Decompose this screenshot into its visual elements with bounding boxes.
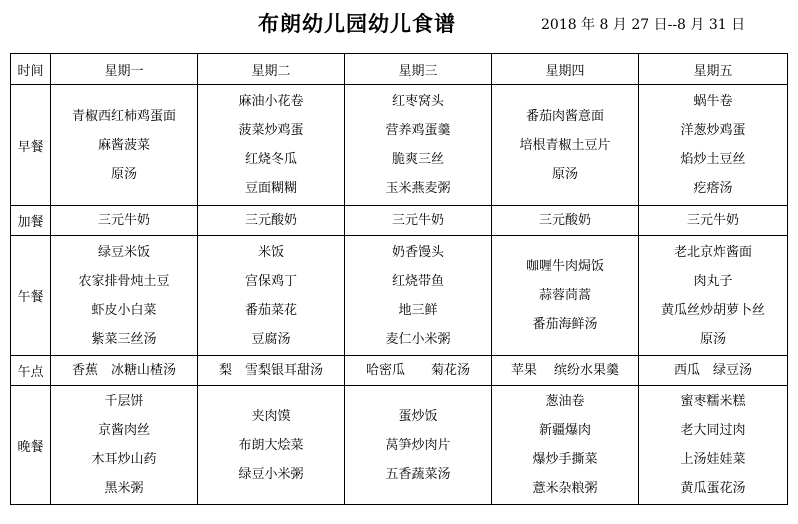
dish-item: 红枣窝头 [391, 94, 444, 109]
menu-cell [639, 85, 788, 206]
dish-item: 脆爽三丝 [391, 152, 444, 167]
dish-list [492, 85, 638, 205]
dish-item: 西瓜 绿豆汤 [673, 363, 752, 378]
menu-cell [198, 236, 345, 356]
menu-cell [492, 236, 639, 356]
dish-item: 番茄海鲜汤 [532, 317, 598, 332]
menu-cell [198, 356, 345, 386]
menu-cell [492, 356, 639, 386]
day-header: 星期一 [51, 54, 198, 85]
dish-item: 培根青椒土豆片 [519, 137, 611, 153]
dish-item: 营养鸡蛋羹 [385, 123, 451, 138]
dish-list [51, 356, 197, 385]
dish-item: 番茄肉酱意面 [525, 108, 604, 124]
dish-item: 葱油卷 [545, 394, 585, 409]
dish-item: 三元牛奶 [686, 213, 739, 228]
menu-cell [345, 356, 492, 386]
dish-item: 新疆爆肉 [538, 423, 591, 438]
dish-list [345, 386, 491, 504]
dish-item: 虾皮小白菜 [91, 302, 157, 318]
dish-item: 原汤 [551, 166, 578, 182]
meal-row [11, 356, 788, 386]
dish-list [345, 356, 491, 385]
dish-item: 黄瓜丝炒胡萝卜丝 [660, 302, 765, 318]
menu-cell [492, 386, 639, 505]
dish-item: 肉丸子 [693, 273, 733, 289]
dish-list [345, 236, 491, 355]
dish-list [51, 85, 197, 205]
dish-list [345, 206, 491, 235]
dish-item: 奶香馒头 [391, 244, 444, 260]
dish-item: 地三鲜 [398, 302, 438, 318]
dish-list [639, 386, 787, 504]
dish-item: 咖喱牛肉焗饭 [525, 259, 604, 274]
menu-cell [198, 206, 345, 236]
dish-item: 三元牛奶 [391, 213, 444, 228]
dish-list [198, 206, 344, 235]
dish-list [198, 85, 344, 205]
day-header: 星期五 [639, 54, 788, 85]
dish-list [51, 386, 197, 504]
page-title: 布朗幼儿园幼儿食谱 [258, 11, 456, 36]
dish-item: 莴笋炒肉片 [385, 437, 451, 453]
menu-cell [639, 356, 788, 386]
dish-item: 木耳炒山药 [91, 452, 157, 467]
dish-item: 老大同过肉 [680, 423, 746, 438]
menu-cell [51, 85, 198, 206]
dish-item: 番茄菜花 [244, 302, 297, 318]
dish-item: 黑米粥 [104, 481, 144, 496]
dish-item: 薏米杂粮粥 [532, 481, 598, 496]
dish-item: 哈密瓜 菊花汤 [365, 363, 470, 378]
menu-cell [51, 236, 198, 356]
dish-item: 三元酸奶 [538, 213, 591, 228]
menu-cell [492, 206, 639, 236]
dish-list [492, 206, 638, 235]
dish-item: 玉米燕麦粥 [385, 181, 451, 196]
dish-item: 豆腐汤 [251, 331, 291, 347]
dish-list [51, 206, 197, 235]
dish-item: 上汤娃娃菜 [680, 452, 746, 467]
dish-list [198, 236, 344, 355]
dish-item: 爆炒手撕菜 [532, 452, 598, 467]
dish-item: 紫菜三丝汤 [91, 331, 157, 347]
menu-cell [51, 386, 198, 505]
dish-item: 京酱肉丝 [97, 423, 150, 438]
dish-item: 米饭 [257, 244, 284, 260]
dish-item: 香蕉 冰糖山楂汤 [71, 363, 176, 378]
day-header: 星期四 [492, 54, 639, 85]
dish-item: 绿豆小米粥 [238, 466, 304, 482]
meal-row [11, 236, 788, 356]
menu-cell [639, 236, 788, 356]
dish-item: 夹肉馍 [251, 408, 291, 424]
day-header: 星期二 [198, 54, 345, 85]
dish-list [639, 85, 787, 205]
dish-list [198, 356, 344, 385]
dish-item: 五香蔬菜汤 [385, 466, 451, 482]
meal-label: 午餐 [11, 236, 51, 356]
dish-list [345, 85, 491, 205]
dish-item: 疙瘩汤 [693, 181, 733, 196]
dish-item: 菠菜炒鸡蛋 [238, 123, 304, 138]
dish-item: 蛋炒饭 [398, 408, 438, 424]
dish-item: 布朗大烩菜 [238, 437, 304, 453]
dish-item: 苹果 缤纷水果羹 [510, 363, 620, 378]
dish-item: 宫保鸡丁 [244, 273, 297, 289]
menu-cell [51, 356, 198, 386]
menu-cell [51, 206, 198, 236]
corner-header: 时间 [11, 54, 51, 85]
meal-label: 晚餐 [11, 386, 51, 505]
menu-cell [345, 386, 492, 505]
dish-list [639, 206, 787, 235]
dish-item: 绿豆米饭 [97, 244, 150, 260]
dish-item: 梨 雪梨银耳甜汤 [218, 363, 323, 378]
dish-item: 豆面糊糊 [244, 181, 297, 196]
meal-row [11, 386, 788, 505]
dish-item: 蒜蓉茼蒿 [538, 288, 591, 303]
dish-item: 千层饼 [104, 394, 144, 409]
menu-cell [198, 85, 345, 206]
meal-label: 早餐 [11, 85, 51, 206]
dish-item: 焰炒土豆丝 [680, 152, 746, 167]
dish-item: 原汤 [699, 331, 726, 347]
header-row [11, 54, 788, 85]
menu-cell [639, 206, 788, 236]
date-range: 2018 年 8 月 27 日--8 月 31 日 [541, 17, 746, 33]
dish-item: 原汤 [110, 166, 137, 182]
dish-item: 红烧带鱼 [391, 273, 444, 289]
dish-item: 黄瓜蛋花汤 [680, 481, 746, 496]
dish-list [51, 236, 197, 355]
dish-list [492, 386, 638, 504]
dish-item: 农家排骨炖土豆 [78, 273, 170, 289]
menu-cell [345, 85, 492, 206]
menu-cell [492, 85, 639, 206]
meal-label: 加餐 [11, 206, 51, 236]
dish-list [198, 386, 344, 504]
dish-item: 青椒西红柿鸡蛋面 [71, 108, 176, 124]
menu-cell [639, 386, 788, 505]
dish-item: 红烧冬瓜 [244, 152, 297, 167]
menu-cell [345, 236, 492, 356]
dish-item: 麻油小花卷 [238, 94, 304, 109]
meal-row [11, 85, 788, 206]
dish-list [492, 236, 638, 355]
dish-list [492, 356, 638, 385]
meal-row [11, 206, 788, 236]
dish-item: 三元牛奶 [97, 213, 150, 228]
meal-label: 午点 [11, 356, 51, 386]
dish-item: 麻酱菠菜 [97, 137, 150, 153]
dish-item: 蜜枣糯米糕 [680, 394, 746, 409]
dish-item: 麦仁小米粥 [385, 331, 451, 347]
menu-cell [345, 206, 492, 236]
dish-item: 三元酸奶 [244, 213, 297, 228]
dish-item: 老北京炸酱面 [673, 244, 752, 260]
dish-item: 洋葱炒鸡蛋 [680, 123, 746, 138]
menu-cell [198, 386, 345, 505]
dish-item: 蜗牛卷 [693, 94, 733, 109]
menu-table [10, 53, 788, 505]
dish-list [639, 356, 787, 385]
day-header: 星期三 [345, 54, 492, 85]
dish-list [639, 236, 787, 355]
